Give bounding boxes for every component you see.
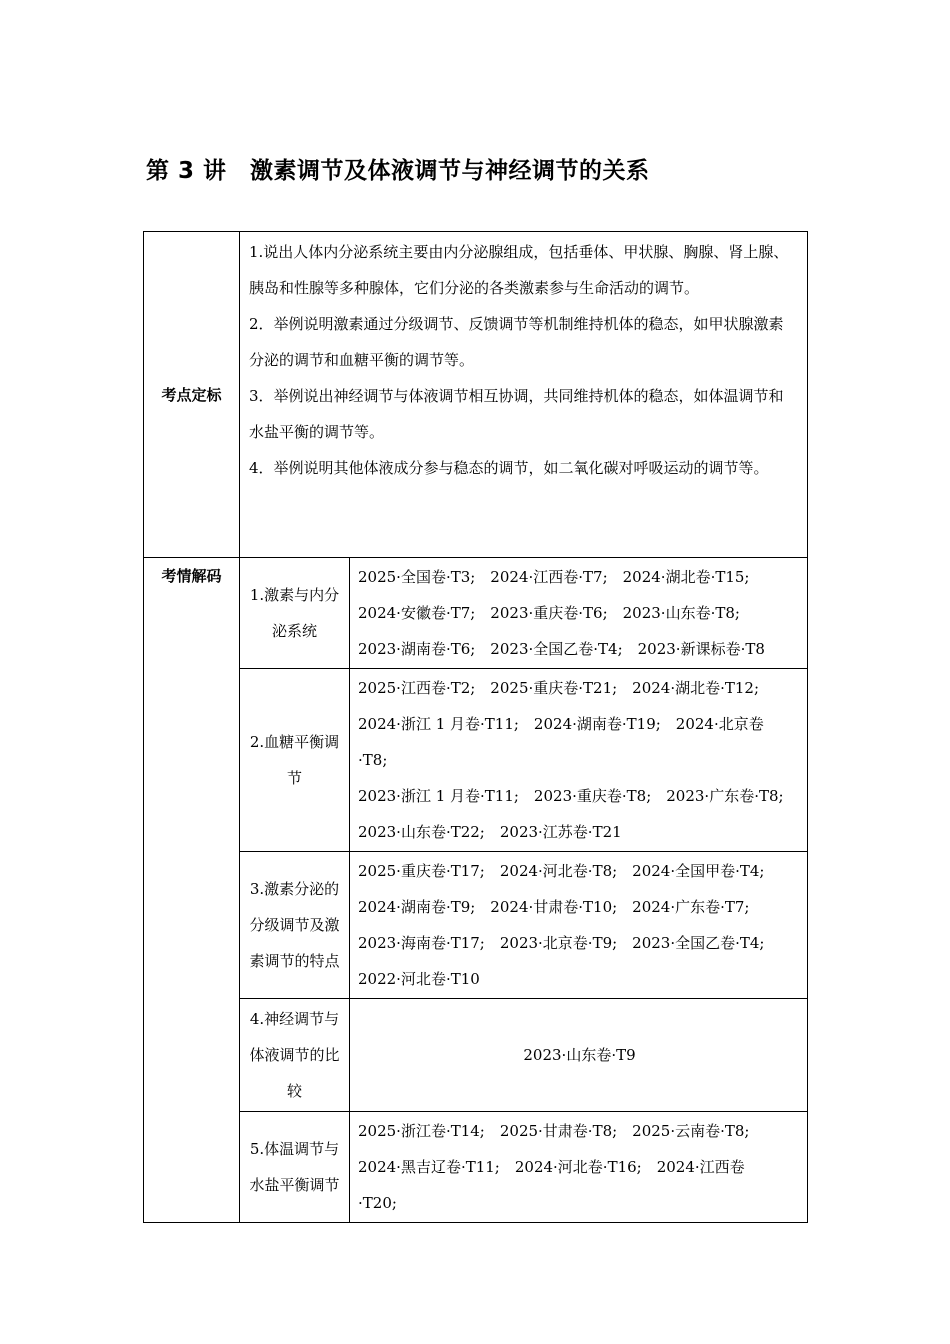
- topic-row: [144, 999, 808, 1112]
- topic-refs: [350, 558, 808, 669]
- ref-line: 2025·重庆卷·T17; 2024·河北卷·T8; 2024·全国甲卷·T4;: [358, 862, 765, 880]
- ref-line: 2023·湖南卷·T6; 2023·全国乙卷·T4; 2023·新课标卷·T8: [358, 640, 765, 658]
- topic-name: 3.激素分泌的分级调节及激素调节的特点: [240, 852, 350, 999]
- topic-refs: [350, 1112, 808, 1223]
- ref-line: 2023·浙江 1 月卷·T11; 2023·重庆卷·T8; 2023·广东卷·T8;: [358, 787, 784, 805]
- topic-refs: [350, 669, 808, 852]
- ref-line: ·T20;: [358, 1194, 397, 1212]
- ref-line: 2023·山东卷·T9: [523, 1046, 636, 1064]
- objectives-cell: [240, 232, 808, 558]
- topic-row: [144, 558, 808, 669]
- objective-item: 4．举例说明其他体液成分参与稳态的调节，如二氧化碳对呼吸运动的调节等。: [249, 459, 769, 477]
- topic-refs: [350, 852, 808, 999]
- objectives-label: 考点定标: [144, 232, 240, 558]
- exam-points-table: [143, 231, 808, 1223]
- objective-item: 1.说出人体内分泌系统主要由内分泌腺组成，包括垂体、甲状腺、胸腺、肾上腺、胰岛和性腺等多种腺体，它们分泌的各类激素参与生命活动的调节。: [249, 243, 789, 297]
- ref-line: 2023·海南卷·T17; 2023·北京卷·T9; 2023·全国乙卷·T4;: [358, 934, 765, 952]
- topic-name: 5.体温调节与水盐平衡调节: [240, 1112, 350, 1223]
- ref-line: 2025·江西卷·T2; 2025·重庆卷·T21; 2024·湖北卷·T12;: [358, 679, 760, 697]
- ref-line: 2024·浙江 1 月卷·T11; 2024·湖南卷·T19; 2024·北京卷: [358, 715, 764, 733]
- ref-line: ·T8;: [358, 751, 388, 769]
- topic-row: [144, 852, 808, 999]
- ref-line: 2022·河北卷·T10: [358, 970, 480, 988]
- objective-item: 2．举例说明激素通过分级调节、反馈调节等机制维持机体的稳态，如甲状腺激素分泌的调节和血糖平衡的调节等。: [249, 315, 784, 369]
- ref-line: 2025·浙江卷·T14; 2025·甘肃卷·T8; 2025·云南卷·T8;: [358, 1122, 750, 1140]
- analysis-label: 考情解码: [144, 558, 240, 1223]
- ref-line: 2024·安徽卷·T7; 2023·重庆卷·T6; 2023·山东卷·T8;: [358, 604, 740, 622]
- page-title: 第 3 讲 激素调节及体液调节与神经调节的关系: [146, 158, 650, 184]
- ref-line: 2025·全国卷·T3; 2024·江西卷·T7; 2024·湖北卷·T15;: [358, 568, 750, 586]
- topic-row: [144, 669, 808, 852]
- topic-name: 1.激素与内分泌系统: [240, 558, 350, 669]
- topic-name: 4.神经调节与体液调节的比较: [240, 999, 350, 1112]
- ref-line: 2024·湖南卷·T9; 2024·甘肃卷·T10; 2024·广东卷·T7;: [358, 898, 750, 916]
- objective-item: 3．举例说出神经调节与体液调节相互协调，共同维持机体的稳态，如体温调节和水盐平衡的调节等。: [249, 387, 784, 441]
- objectives-row: [144, 232, 808, 558]
- topic-refs: [350, 999, 808, 1112]
- topic-name: 2.血糖平衡调节: [240, 669, 350, 852]
- topic-row: [144, 1112, 808, 1223]
- ref-line: 2023·山东卷·T22; 2023·江苏卷·T21: [358, 823, 622, 841]
- ref-line: 2024·黑吉辽卷·T11; 2024·河北卷·T16; 2024·江西卷: [358, 1158, 745, 1176]
